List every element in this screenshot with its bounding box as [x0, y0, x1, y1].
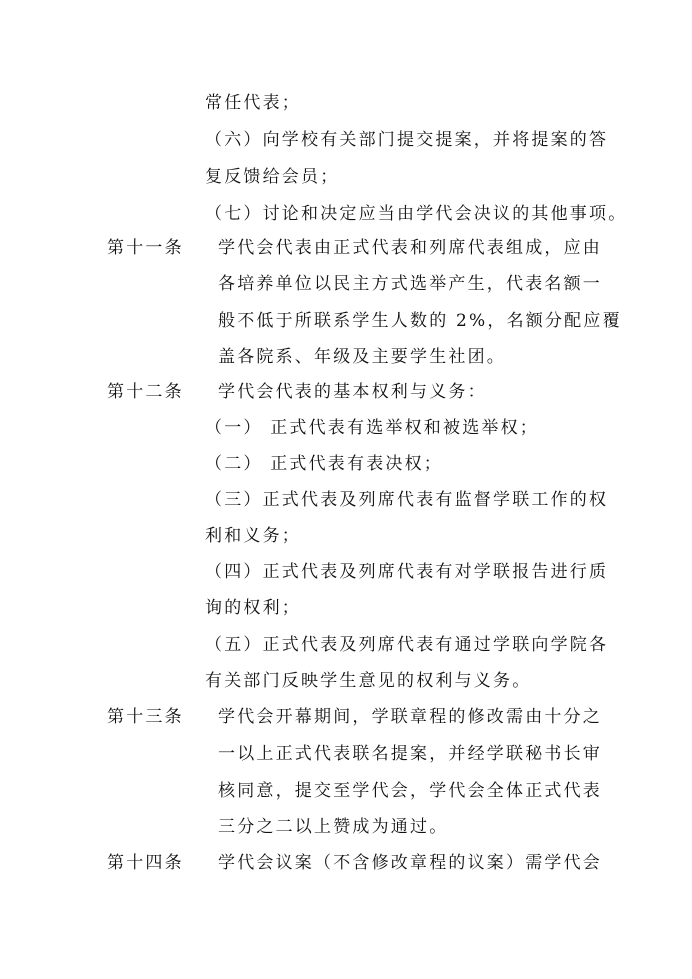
article-11-line: 学代会代表由正式代表和列席代表组成，应由 — [218, 238, 602, 258]
article-12-item-line: （二） 正式代表有表决权； — [205, 454, 444, 474]
article-12-line: 学代会代表的基本权利与义务： — [218, 382, 487, 402]
article-11-label: 第十一条 — [107, 238, 184, 258]
article-11-line: 盖各院系、年级及主要学生社团。 — [218, 347, 506, 367]
article-13-line: 核同意，提交至学代会，学代会全体正式代表 — [218, 781, 602, 801]
article-12-item-line: （五）正式代表及列席代表有通过学联向学院各 — [205, 635, 609, 655]
article-12-item-line: 询的权利； — [205, 598, 301, 618]
article-12-label: 第十二条 — [107, 382, 184, 402]
article-12-item-line: （三）正式代表及列席代表有监督学联工作的权 — [205, 490, 609, 510]
article-13-line: 学代会开幕期间，学联章程的修改需由十分之 — [218, 707, 602, 727]
article-13-line: 三分之二以上赞成为通过。 — [218, 817, 449, 837]
item-6-line: 复反馈给会员； — [205, 167, 340, 187]
item-7-line: （七）讨论和决定应当由学代会决议的其他事项。 — [205, 204, 628, 224]
article-11-line: 般不低于所联系学生人数的 2%，名额分配应覆 — [218, 311, 622, 331]
article-12-item-line: （一） 正式代表有选举权和被选举权； — [205, 418, 540, 438]
article-13-label: 第十三条 — [107, 707, 184, 727]
article-13-line: 一以上正式代表联名提案，并经学联秘书长审 — [218, 744, 602, 764]
item-6-line: （六）向学校有关部门提交提案，并将提案的答 — [205, 130, 609, 150]
article-12-item-line: （四）正式代表及列席代表有对学联报告进行质 — [205, 562, 609, 582]
article-12-item-line: 利和义务； — [205, 526, 301, 546]
article-14-line: 学代会议案（不含修改章程的议案）需学代会 — [218, 853, 602, 873]
article-12-item-line: 有关部门反映学生意见的权利与义务。 — [205, 671, 532, 691]
article-11-line: 各培养单位以民主方式选举产生，代表名额一 — [218, 274, 602, 294]
continued-text-line: 常任代表； — [205, 93, 301, 113]
article-14-label: 第十四条 — [107, 853, 184, 873]
